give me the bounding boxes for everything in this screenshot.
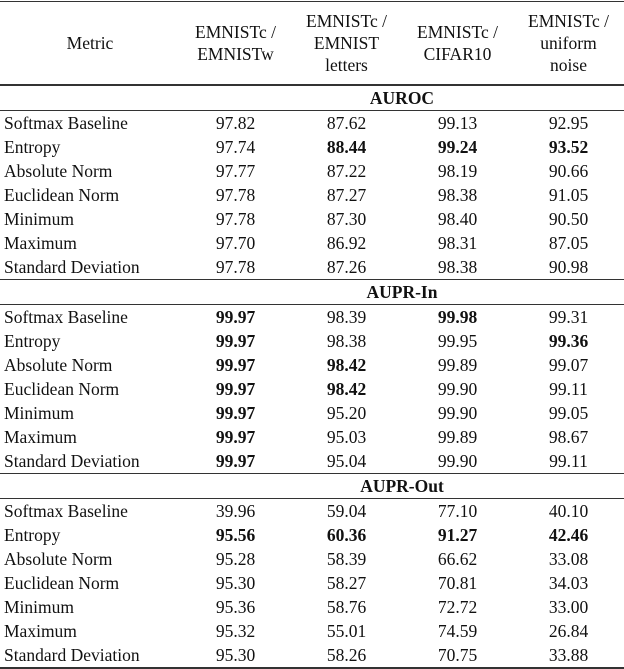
value-cell: 99.31	[548, 307, 589, 327]
value-cell: 99.36	[548, 331, 589, 351]
value-cell: 98.39	[326, 307, 367, 327]
table-header	[0, 2, 624, 86]
value-cell: 95.30	[215, 573, 256, 593]
value-cell: 97.78	[215, 257, 256, 277]
table-row	[0, 111, 624, 136]
metric-name: Entropy	[4, 525, 61, 545]
value-cell: 91.05	[548, 185, 589, 205]
header-line: EMNIST	[313, 33, 380, 53]
value-cell: 99.24	[437, 137, 478, 157]
value-cell: 59.04	[326, 501, 367, 521]
value-cell: 90.66	[548, 161, 589, 181]
section-spacer	[0, 280, 180, 305]
metric-name: Euclidean Norm	[4, 185, 120, 205]
value-cell: 97.82	[215, 113, 256, 133]
value-cell: 70.81	[437, 573, 478, 593]
header-line: uniform	[540, 33, 597, 53]
metric-name: Absolute Norm	[4, 355, 113, 375]
value-cell: 99.89	[437, 427, 478, 447]
metric-name: Entropy	[4, 331, 61, 351]
value-cell: 86.92	[326, 233, 367, 253]
value-cell: 98.67	[548, 427, 589, 447]
section-title: AUPR-Out	[180, 474, 624, 499]
value-cell: 58.39	[326, 549, 367, 569]
value-cell: 99.89	[437, 355, 478, 375]
value-cell: 99.11	[549, 451, 588, 471]
value-cell: 58.76	[326, 597, 367, 617]
value-cell: 42.46	[548, 525, 589, 545]
table-row	[0, 619, 624, 643]
value-cell: 33.00	[548, 597, 589, 617]
table-row	[0, 305, 624, 330]
metric-name: Minimum	[4, 597, 75, 617]
value-cell: 98.38	[437, 257, 478, 277]
table-row	[0, 425, 624, 449]
value-cell: 99.97	[215, 331, 256, 351]
value-cell: 99.13	[437, 113, 478, 133]
value-cell: 98.38	[326, 331, 367, 351]
value-cell: 99.97	[215, 379, 256, 399]
value-cell: 99.97	[215, 307, 256, 327]
metric-name: Minimum	[4, 209, 75, 229]
metric-name: Softmax Baseline	[4, 501, 128, 521]
metric-name: Maximum	[4, 427, 77, 447]
metric-name: Maximum	[4, 233, 77, 253]
value-cell: 77.10	[437, 501, 478, 521]
value-cell: 39.96	[215, 501, 256, 521]
table-row	[0, 499, 624, 524]
section-header-row	[0, 474, 624, 499]
table-row	[0, 255, 624, 280]
value-cell: 90.98	[548, 257, 589, 277]
section-header-row	[0, 85, 624, 111]
value-cell: 98.42	[326, 379, 367, 399]
section-title: AUPR-In	[180, 280, 624, 305]
table-row	[0, 159, 624, 183]
value-cell: 33.08	[548, 549, 589, 569]
metric-name: Entropy	[4, 137, 61, 157]
table-row	[0, 329, 624, 353]
value-cell: 98.40	[437, 209, 478, 229]
value-cell: 26.84	[548, 621, 589, 641]
metric-name: Euclidean Norm	[4, 573, 120, 593]
value-cell: 97.74	[215, 137, 256, 157]
section-title: AUROC	[180, 85, 624, 111]
table-row	[0, 183, 624, 207]
header-column	[291, 2, 402, 86]
section-spacer	[0, 85, 180, 111]
metric-name: Absolute Norm	[4, 549, 113, 569]
value-cell: 33.88	[513, 643, 624, 668]
value-cell: 91.27	[437, 525, 478, 545]
header-metric: Metric	[66, 33, 114, 53]
metric-name: Absolute Norm	[4, 161, 113, 181]
value-cell: 95.36	[215, 597, 256, 617]
table-row	[0, 135, 624, 159]
value-cell: 87.27	[326, 185, 367, 205]
value-cell: 95.56	[215, 525, 256, 545]
value-cell: 87.26	[326, 257, 367, 277]
value-cell: 99.11	[549, 379, 588, 399]
value-cell: 95.32	[215, 621, 256, 641]
header-line: EMNISTc /	[306, 11, 387, 31]
value-cell: 95.20	[326, 403, 367, 423]
header-column	[513, 2, 624, 86]
metric-name: Softmax Baseline	[4, 113, 128, 133]
value-cell: 95.03	[326, 427, 367, 447]
header-line: CIFAR10	[423, 44, 492, 64]
value-cell: 87.30	[326, 209, 367, 229]
value-cell: 70.75	[402, 643, 513, 668]
value-cell: 88.44	[326, 137, 367, 157]
table-row	[0, 377, 624, 401]
value-cell: 58.26	[291, 643, 402, 668]
metric-name: Maximum	[4, 621, 77, 641]
value-cell: 95.30	[180, 643, 291, 668]
value-cell: 97.77	[215, 161, 256, 181]
header-line: EMNISTw	[197, 44, 274, 64]
value-cell: 74.59	[437, 621, 478, 641]
value-cell: 99.90	[437, 403, 478, 423]
value-cell: 99.97	[215, 427, 256, 447]
value-cell: 60.36	[326, 525, 367, 545]
metric-name: Standard Deviation	[4, 451, 140, 471]
header-column	[180, 2, 291, 86]
value-cell: 98.42	[326, 355, 367, 375]
value-cell: 97.78	[215, 185, 256, 205]
table-row	[0, 207, 624, 231]
metric-name: Euclidean Norm	[4, 379, 120, 399]
value-cell: 95.28	[215, 549, 256, 569]
metric-name: Standard Deviation	[4, 257, 140, 277]
value-cell: 40.10	[548, 501, 589, 521]
value-cell: 92.95	[548, 113, 589, 133]
section-spacer	[0, 474, 180, 499]
table-row	[0, 523, 624, 547]
table-row	[0, 231, 624, 255]
value-cell: 97.78	[215, 209, 256, 229]
value-cell: 55.01	[326, 621, 367, 641]
value-cell: 97.70	[215, 233, 256, 253]
value-cell: 87.62	[326, 113, 367, 133]
value-cell: 99.95	[437, 331, 478, 351]
value-cell: 99.97	[215, 451, 256, 471]
value-cell: 98.19	[437, 161, 478, 181]
metric-name: Standard Deviation	[0, 643, 180, 668]
value-cell: 93.52	[548, 137, 589, 157]
value-cell: 87.05	[548, 233, 589, 253]
header-column	[402, 2, 513, 86]
value-cell: 90.50	[548, 209, 589, 229]
header-line: EMNISTc /	[417, 22, 498, 42]
table-row	[0, 595, 624, 619]
value-cell: 99.97	[215, 355, 256, 375]
table-body	[0, 85, 624, 668]
results-table	[0, 1, 624, 669]
header-line: letters	[325, 55, 368, 75]
value-cell: 98.31	[437, 233, 478, 253]
value-cell: 99.05	[548, 403, 589, 423]
table-row	[0, 401, 624, 425]
value-cell: 58.27	[326, 573, 367, 593]
value-cell: 98.38	[437, 185, 478, 205]
table-row	[0, 353, 624, 377]
value-cell: 72.72	[437, 597, 478, 617]
metric-name: Minimum	[4, 403, 75, 423]
value-cell: 34.03	[548, 573, 589, 593]
value-cell: 87.22	[326, 161, 367, 181]
header-line: noise	[550, 55, 587, 75]
value-cell: 66.62	[437, 549, 478, 569]
table-row	[0, 449, 624, 474]
value-cell: 99.90	[437, 451, 478, 471]
value-cell: 95.04	[326, 451, 367, 471]
value-cell: 99.98	[437, 307, 478, 327]
section-header-row	[0, 280, 624, 305]
header-row	[0, 2, 624, 86]
table-row	[0, 547, 624, 571]
value-cell: 99.97	[215, 403, 256, 423]
header-line: EMNISTc /	[528, 11, 609, 31]
header-line: EMNISTc /	[195, 22, 276, 42]
value-cell: 99.07	[548, 355, 589, 375]
table-row	[0, 571, 624, 595]
metric-name: Softmax Baseline	[4, 307, 128, 327]
value-cell: 99.90	[437, 379, 478, 399]
